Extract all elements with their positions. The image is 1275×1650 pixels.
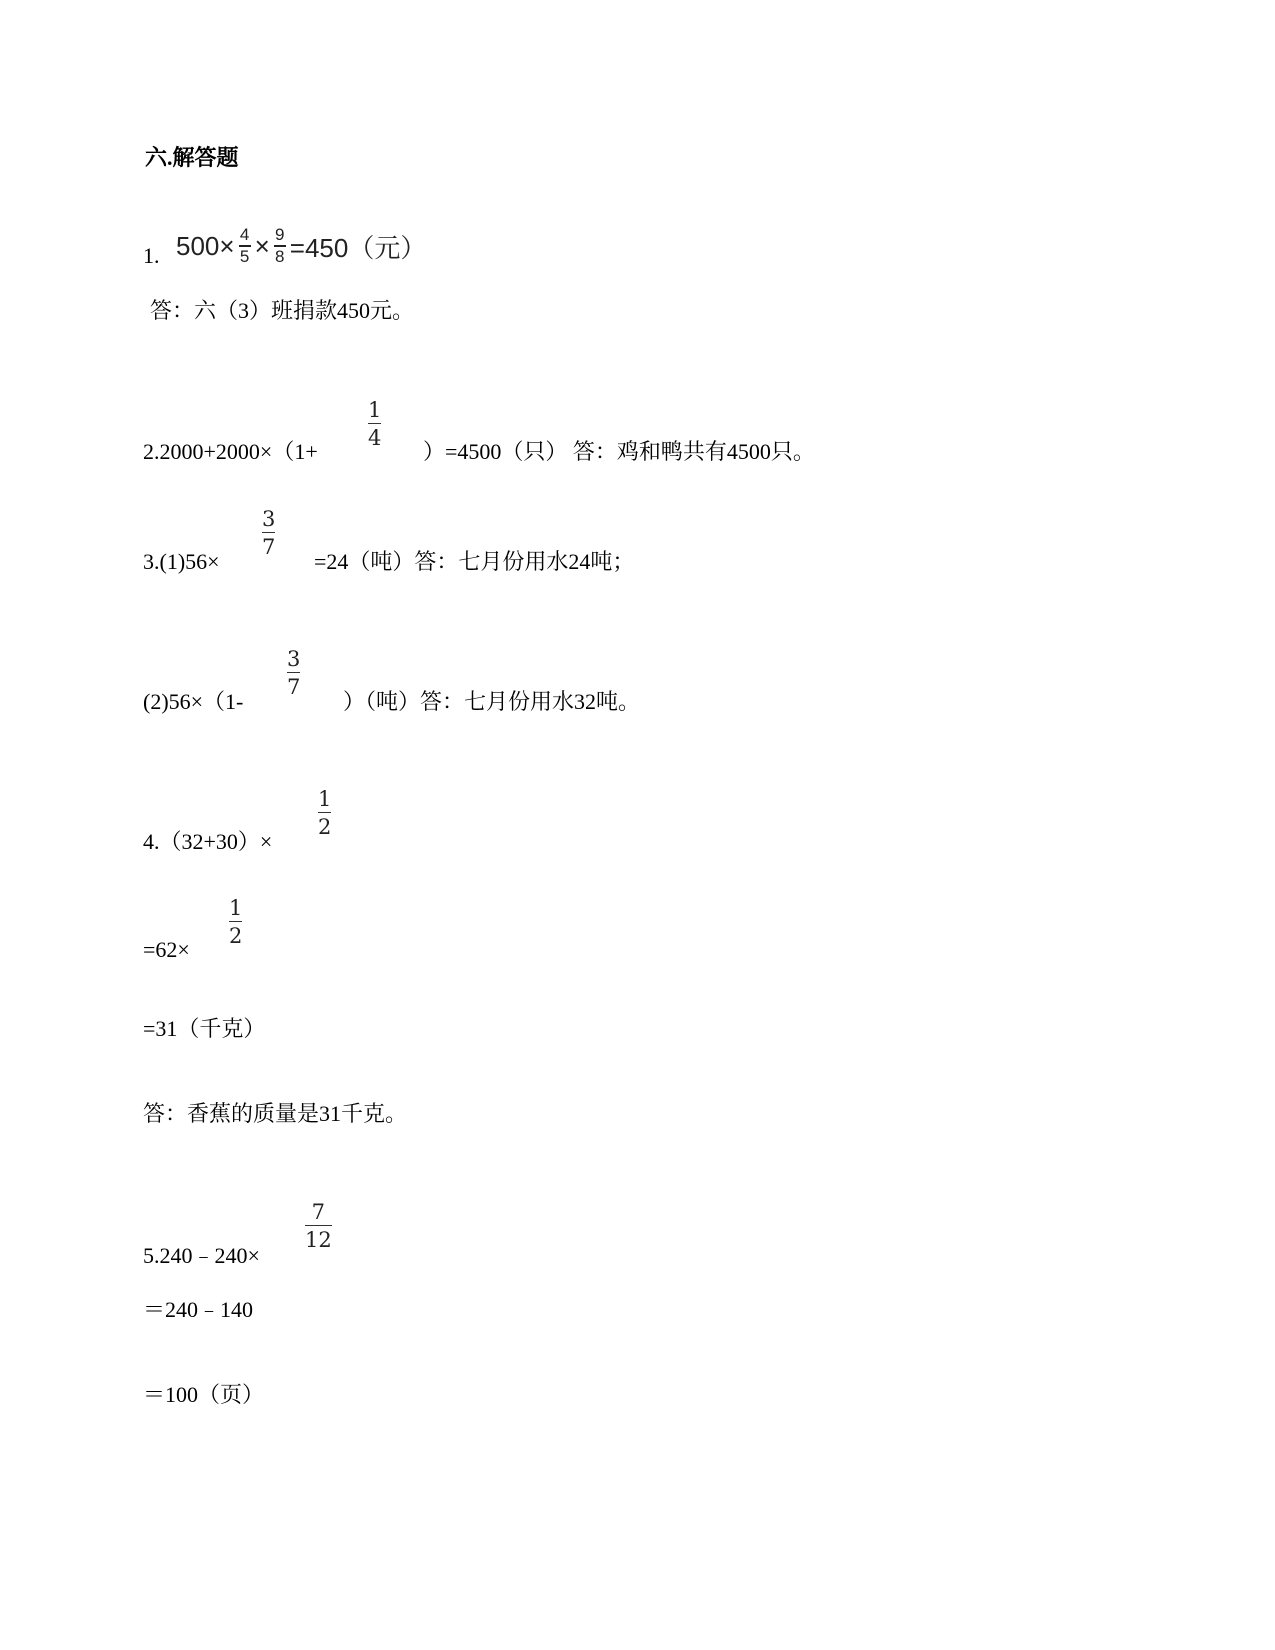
q4-line-1-fraction-numerator: 1 [318, 787, 332, 811]
q3a-fraction [262, 507, 275, 559]
q4-line-3: =31（千克） [143, 1016, 266, 1041]
q1-times-2: × [254, 230, 270, 261]
q3a-expression-right: =24（吨）答：七月份用水24吨； [314, 549, 635, 574]
q3b-fraction-denominator: 7 [287, 675, 301, 699]
q4-line-2: =62× [143, 937, 190, 962]
fraction-bar [368, 423, 381, 424]
q3b-expression-right: ）（吨）答：七月份用水32吨。 [343, 689, 641, 714]
q3a-fraction-denominator: 7 [262, 535, 276, 559]
q1-fraction-1-denominator: 5 [239, 247, 250, 266]
q1-fraction-1 [239, 226, 251, 266]
q3a-fraction-numerator: 3 [262, 507, 276, 531]
q4-line-1-fraction [318, 787, 331, 839]
q1-500: 500 [176, 230, 220, 261]
q2-fraction-denominator: 4 [368, 426, 382, 450]
q2-expression-left: 2.2000+2000×（1+ [143, 439, 318, 464]
fraction-bar [305, 1225, 332, 1226]
fraction-bar [229, 921, 242, 922]
section-title: 六.解答题 [145, 145, 239, 170]
q3b-fraction-numerator: 3 [287, 647, 301, 671]
q2-fraction-numerator: 1 [368, 398, 382, 422]
q2-fraction [368, 398, 381, 450]
q4-line-2-fraction-numerator: 1 [229, 896, 243, 920]
q1-fraction-2-numerator: 9 [275, 225, 285, 244]
q4-line-1-fraction-denominator: 2 [318, 815, 332, 839]
q3b-fraction [287, 647, 300, 699]
q4-line-2-fraction-denominator: 2 [229, 924, 243, 948]
fraction-bar [287, 672, 300, 673]
q4-answer: 答：香蕉的质量是31千克。 [143, 1101, 408, 1126]
q3b-expression-left: (2)56×（1- [143, 689, 244, 714]
q1-answer: 答：六（3）班捐款450元。 [150, 298, 415, 323]
q1-fraction-2 [274, 226, 286, 266]
q5-line-1-fraction-numerator: 7 [311, 1200, 326, 1224]
q1-fraction-2-denominator: 8 [275, 247, 285, 266]
q1-times-1: × [219, 230, 235, 261]
q1-number: 1. [143, 243, 160, 268]
q5-line-3: ＝100（页） [143, 1382, 265, 1407]
q5-line-1: 5.240﹣240× [143, 1243, 260, 1268]
fraction-bar [318, 812, 331, 813]
q1-result: =450（元） [289, 232, 427, 263]
q5-line-2: ＝240﹣140 [143, 1297, 254, 1322]
q3a-expression-left: 3.(1)56× [143, 549, 220, 574]
q1-formula [176, 218, 426, 274]
q5-line-1-fraction [305, 1200, 332, 1252]
q5-line-1-fraction-denominator: 12 [305, 1228, 332, 1252]
fraction-bar [262, 532, 275, 533]
q1-fraction-1-numerator: 4 [239, 225, 250, 244]
q4-line-2-fraction [229, 896, 242, 948]
q4-line-1: 4.（32+30）× [143, 829, 273, 854]
q2-expression-right: ）=4500（只） 答：鸡和鸭共有4500只。 [423, 439, 815, 464]
